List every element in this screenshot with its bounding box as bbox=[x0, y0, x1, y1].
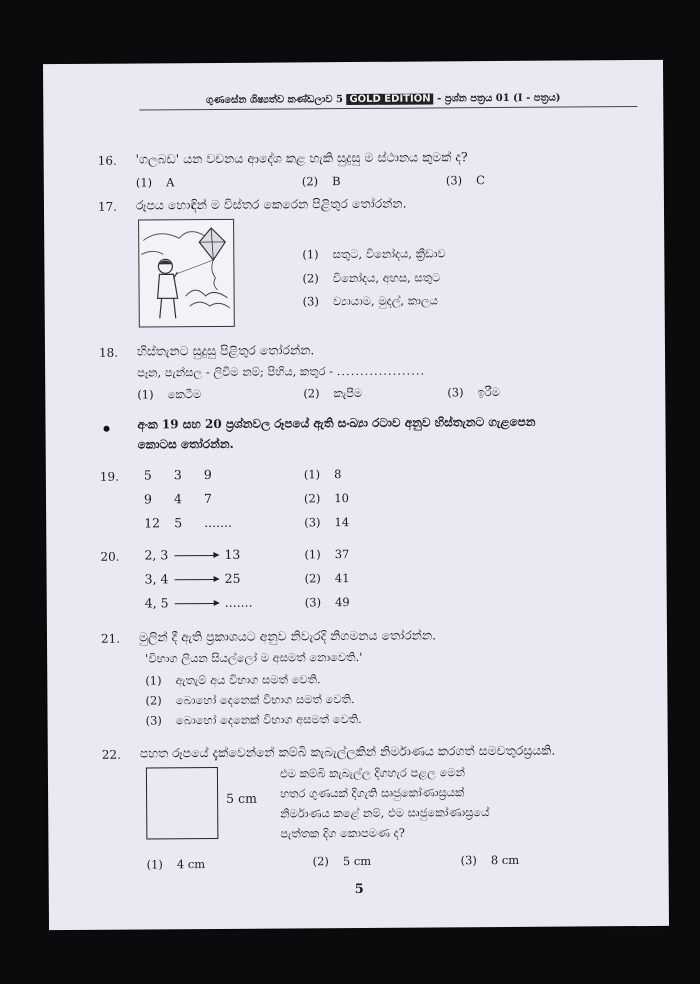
q17-option-2-text: විනෝදය, අහස, සතුට bbox=[332, 270, 441, 286]
kite-boy-illustration bbox=[138, 219, 235, 328]
q20-option-1[interactable] bbox=[304, 547, 349, 561]
q19-row-2 bbox=[144, 491, 212, 506]
q19-r1-a: 5 bbox=[143, 467, 152, 483]
q21-statement: 'විභාග ලියන සියල්ලෝ ම අසමත් නොවෙති.' bbox=[145, 649, 363, 666]
q18-option-3-number: (3) bbox=[447, 385, 464, 400]
q16-number: 16. bbox=[97, 153, 117, 168]
q19-row-3 bbox=[144, 515, 232, 531]
q17-option-1-text: සතුට, විනෝදය, ක්‍රීඩාව bbox=[332, 246, 446, 262]
q18-option-1-text: කෙටීම bbox=[167, 387, 202, 402]
instruction-bullet bbox=[104, 426, 110, 432]
q22-option-1[interactable] bbox=[147, 857, 206, 871]
q20-row-2-pair: 3, 4 bbox=[144, 571, 169, 587]
q17-option-2-number: (2) bbox=[302, 271, 319, 286]
q22-number: 22. bbox=[101, 747, 121, 762]
q19-r2-c: 7 bbox=[203, 491, 213, 507]
q18-blank: ................... bbox=[336, 363, 426, 379]
q18-text: හිස්තැනට සුදුසු පිළිතුර තෝරන්න. bbox=[136, 342, 315, 359]
q22-option-2-text: 5 cm bbox=[342, 853, 372, 869]
q16-text: 'ගලබඩ' යන වචනය ආදේශ කළ හැකි සුදුසු ම ස්ථානය කුමක් ද? bbox=[135, 149, 468, 167]
q22-option-2[interactable] bbox=[313, 854, 372, 868]
q19-r3-blank: ....... bbox=[204, 514, 233, 531]
q19-option-2[interactable] bbox=[304, 491, 349, 505]
q22-option-3-text: 8 cm bbox=[490, 852, 520, 868]
header-rule bbox=[139, 106, 637, 110]
q22-desc-line-1: එම කම්බි කැබැල්ල දිගහැර පළල මෙන් bbox=[279, 765, 465, 781]
q20-row-2-result: 25 bbox=[224, 570, 241, 586]
q22-desc-line-4: පැත්තක දිග කොපමණ ද? bbox=[280, 825, 405, 841]
q16-option-3-number: (3) bbox=[445, 173, 463, 188]
q17-text: රූපය හොඳින් ම විස්තර කෙරෙන පිළිතුර තෝරන්න. bbox=[135, 195, 407, 213]
q22-desc-line-3: නිර්මාණය කළේ නම්, එම සෘජුකෝණාස්‍රයේ bbox=[280, 805, 490, 821]
kite-boy-drawing bbox=[139, 220, 234, 327]
q21-option-2-number: (2) bbox=[145, 693, 162, 708]
q19-r3-b: 5 bbox=[174, 515, 183, 531]
q19-option-1-text: 8 bbox=[334, 467, 342, 482]
q22-option-2-number: (2) bbox=[312, 854, 329, 869]
q18-option-1-number: (1) bbox=[137, 387, 154, 402]
q20-row-1-result: 13 bbox=[224, 546, 241, 562]
q16-option-2-text: B bbox=[332, 174, 341, 189]
q18-number: 18. bbox=[98, 345, 119, 360]
q20-option-3-number: (3) bbox=[304, 595, 322, 610]
q21-text: මුලින් දී ඇති ප්‍රකාශයට අනුව නිවැරදි නිගමනය තෝරන්න. bbox=[138, 627, 437, 645]
q16-option-2-number: (2) bbox=[301, 174, 319, 189]
q20-number: 20. bbox=[100, 549, 120, 564]
q20-option-2[interactable] bbox=[305, 571, 350, 585]
q19-r1-b: 3 bbox=[173, 467, 182, 483]
q20-row-2-arrow bbox=[175, 579, 219, 580]
q19-option-3[interactable] bbox=[304, 515, 349, 529]
q17-option-1-number: (1) bbox=[302, 247, 319, 262]
q21-option-1-number: (1) bbox=[145, 673, 162, 688]
q16-option-3-text: C bbox=[476, 173, 485, 188]
q22-text: පහත රූපයේ දැක්වෙන්නේ කම්බි කැබැල්ලකින් නිර්මාණය කරගත් සමචතුරස්‍රයකි. bbox=[139, 742, 556, 761]
gold-edition-badge: GOLD EDITION bbox=[346, 93, 433, 105]
q17-option-2[interactable] bbox=[302, 270, 440, 286]
q18-option-2[interactable] bbox=[303, 386, 362, 401]
q18-option-3[interactable] bbox=[447, 385, 500, 400]
q21-option-3[interactable] bbox=[146, 712, 362, 729]
q22-side-label: 5 cm bbox=[226, 790, 257, 806]
q21-option-1-text: ඇතැම් අය විභාග සමත් වෙති. bbox=[175, 672, 321, 688]
q17-option-3-number: (3) bbox=[302, 294, 319, 309]
q16-option-2[interactable] bbox=[302, 174, 341, 188]
q22-option-3[interactable] bbox=[461, 853, 520, 867]
q19-r2-b: 4 bbox=[173, 491, 183, 507]
q19-option-1[interactable] bbox=[304, 467, 342, 481]
wire-square-figure bbox=[146, 767, 219, 840]
q19-r2-a: 9 bbox=[143, 491, 153, 507]
q18-option-3-text: ඉරීම bbox=[477, 384, 501, 400]
q19-row-1 bbox=[144, 467, 212, 482]
q19-option-1-number: (1) bbox=[303, 467, 321, 482]
q20-option-1-text: 37 bbox=[334, 547, 350, 562]
q19-r3-a: 12 bbox=[144, 515, 161, 531]
q22-desc-line-2: හතර ගුණයක් දිගැති සෘජුකෝණාස්‍රයක් bbox=[280, 785, 465, 801]
q20-option-1-number: (1) bbox=[304, 547, 321, 562]
q17-option-3-text: ව්‍යායාම, මුදල්, කාලය bbox=[332, 293, 439, 309]
q20-row-1-pair: 2, 3 bbox=[144, 547, 169, 563]
q20-row-1-arrow bbox=[174, 555, 218, 556]
exam-paper bbox=[43, 60, 669, 930]
paper-header bbox=[133, 92, 633, 106]
q18-option-2-number: (2) bbox=[303, 386, 320, 401]
q19-option-3-text: 14 bbox=[334, 515, 350, 530]
q21-option-2[interactable] bbox=[145, 692, 354, 708]
q21-option-1[interactable] bbox=[145, 672, 320, 688]
q19-r1-c: 9 bbox=[203, 467, 212, 483]
q18-option-2-text: කැපීම bbox=[333, 385, 363, 401]
q21-number: 21. bbox=[100, 631, 121, 646]
instruction-line-1: අංක 19 සහ 20 ප්‍රශ්නවල රූපයේ ඇති සංඛ්‍යා රටාව අනුව හිස්තැනට ගැළපෙන bbox=[137, 414, 536, 432]
q21-option-3-text: බොහෝ දෙනෙක් විභාග අසමත් වෙති. bbox=[175, 711, 362, 728]
header-title: ගුණසේන ශිෂ්‍යත්ව කණ්ඩලාව 5 bbox=[205, 94, 343, 107]
q17-option-3[interactable] bbox=[303, 293, 438, 309]
q18-analogy-text: පෑන, පැන්සල - ලිවීම නම්; පිහිය, කතුර - bbox=[137, 364, 337, 380]
q21-option-2-text: බොහෝ දෙනෙක් විභාග සමත් වෙති. bbox=[175, 692, 355, 708]
q19-number: 19. bbox=[99, 469, 120, 484]
q16-option-1[interactable] bbox=[136, 175, 175, 189]
q19-option-3-number: (3) bbox=[304, 515, 321, 530]
q22-option-1-number: (1) bbox=[146, 857, 163, 872]
q20-option-2-text: 41 bbox=[334, 571, 350, 586]
q18-option-1[interactable] bbox=[137, 387, 201, 402]
q22-option-3-number: (3) bbox=[460, 853, 477, 868]
q16-option-3[interactable] bbox=[446, 173, 485, 187]
q17-option-1[interactable] bbox=[302, 246, 445, 262]
q16-option-1-number: (1) bbox=[135, 175, 153, 190]
q17-number: 17. bbox=[97, 199, 118, 214]
q20-row-3-arrow bbox=[175, 603, 219, 604]
q20-row-3-blank: ....... bbox=[224, 594, 253, 610]
q19-option-2-text: 10 bbox=[334, 491, 350, 506]
q22-option-1-text: 4 cm bbox=[176, 857, 206, 872]
header-paper-info: - ප්‍රශ්න පත්‍රය 01 (I - පත්‍රය) bbox=[437, 92, 561, 105]
q19-option-2-number: (2) bbox=[303, 491, 321, 506]
q20-option-2-number: (2) bbox=[304, 571, 321, 586]
q16-option-1-text: A bbox=[166, 175, 175, 190]
page-number: 5 bbox=[354, 881, 364, 898]
q20-option-3-text: 49 bbox=[334, 595, 350, 610]
instruction-line-2: කොටස තෝරන්න. bbox=[137, 436, 234, 452]
q18-analogy bbox=[137, 364, 425, 381]
q20-option-3[interactable] bbox=[305, 595, 350, 609]
q21-option-3-number: (3) bbox=[145, 713, 162, 728]
q20-row-3-pair: 4, 5 bbox=[144, 595, 169, 611]
